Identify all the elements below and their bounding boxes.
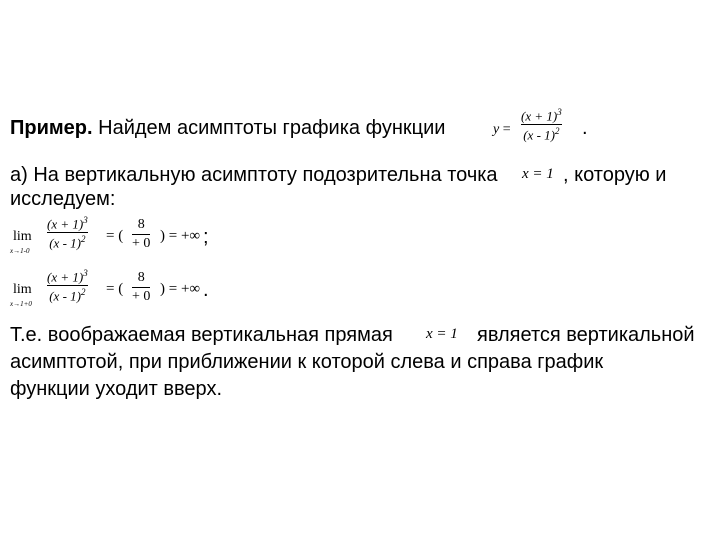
lim-end: . bbox=[203, 279, 209, 301]
lim-result: ) = +∞ bbox=[160, 281, 201, 297]
lim-end: ; bbox=[203, 226, 209, 248]
conclusion-l3: функции уходит вверх. bbox=[10, 378, 223, 400]
heading bbox=[10, 118, 445, 138]
func-fraction bbox=[521, 108, 562, 142]
lim-fraction: $(x + 1)^3$ (x - 1)$^2$ bbox=[47, 215, 88, 251]
lim-subscript: x→1+0 bbox=[10, 300, 32, 308]
conclusion-point: x = 1 bbox=[426, 326, 458, 342]
heading-label: Пример. bbox=[10, 117, 93, 139]
para-a-part1: а) На вертикальную асимптоту подозрительна точка bbox=[10, 164, 498, 186]
func-dot: . bbox=[582, 117, 588, 139]
lim-fraction: $(x + 1)^3$ (x - 1)$^2$ bbox=[47, 268, 88, 304]
fraction-bar bbox=[521, 124, 562, 125]
lim-subscript: x→1-0 bbox=[10, 247, 30, 255]
lim-result: ) = +∞ bbox=[160, 228, 201, 244]
limit-right bbox=[10, 268, 220, 318]
lim-equals-open: = ( bbox=[106, 281, 124, 297]
func-numerator: $(x + 1)^3$ bbox=[521, 107, 562, 124]
value-fraction: 8 + 0 bbox=[132, 270, 151, 304]
conclusion-l1b: является вертикальной bbox=[477, 324, 695, 346]
lim-equals-open: = ( bbox=[106, 228, 124, 244]
conclusion-l2: асимптотой, при приближении к которой слева и справа график bbox=[10, 351, 604, 373]
para-a-part2: , которую и bbox=[563, 164, 667, 186]
limit-left bbox=[10, 215, 220, 265]
func-denominator: (x - 1)$^2$ bbox=[523, 126, 560, 143]
lim-word: lim bbox=[13, 282, 32, 297]
func-y: y = bbox=[493, 122, 511, 137]
conclusion-l1a: Т.е. воображаемая вертикальная прямая bbox=[10, 324, 393, 346]
lim-word: lim bbox=[13, 229, 32, 244]
value-fraction: 8 + 0 bbox=[132, 217, 151, 251]
para-a-point: x = 1 bbox=[522, 166, 554, 182]
heading-text: Найдем асимптоты графика функции bbox=[92, 117, 446, 139]
para-a-line2: исследуем: bbox=[10, 188, 116, 210]
